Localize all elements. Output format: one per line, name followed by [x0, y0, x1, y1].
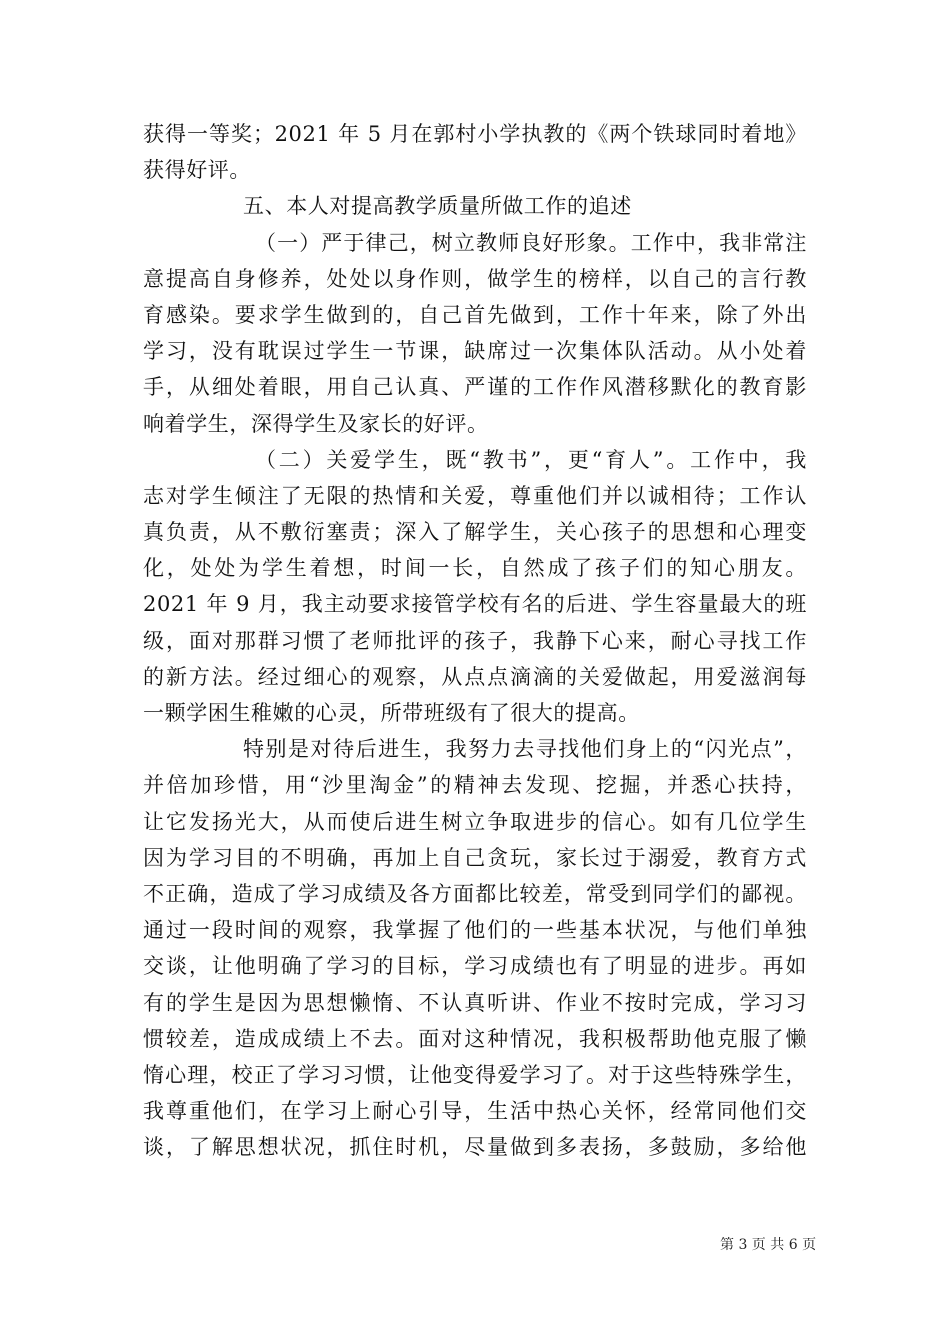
- text-line: 惯较差，造成成绩上不去。面对这种情况，我积极帮助他克服了懒: [143, 1026, 807, 1051]
- text-line: 有的学生是因为思想懒惰、不认真听讲、作业不按时完成，学习习: [143, 990, 807, 1015]
- text-line: 学习，没有耽误过学生一节课，缺席过一次集体队活动。从小处着: [143, 339, 807, 364]
- paragraph-first-line: （一）严于律己，树立教师良好形象。工作中，我非常注: [255, 230, 807, 255]
- text-line: 级，面对那群习惯了老师批评的孩子，我静下心来，耐心寻找工作: [143, 628, 807, 653]
- text-line: 不正确，造成了学习成绩及各方面都比较差，常受到同学们的鄙视。: [143, 881, 807, 906]
- text-line: 交谈，让他明确了学习的目标，学习成绩也有了明显的进步。再如: [143, 954, 807, 979]
- text-line: 2021 年 9 月，我主动要求接管学校有名的后进、学生容量最大的班: [143, 592, 807, 617]
- text-line: 因为学习目的不明确，再加上自己贪玩，家长过于溺爱，教育方式: [143, 845, 807, 870]
- section-heading: 五、本人对提高教学质量所做工作的追述: [243, 194, 632, 219]
- paragraph-first-line: 特别是对待后进生，我努力去寻找他们身上的“闪光点”，: [243, 737, 807, 762]
- text-line: 惰心理，校正了学习习惯，让他变得爱学习了。对于这些特殊学生，: [143, 1062, 807, 1087]
- document-body: [143, 116, 807, 1165]
- text-line: 响着学生，深得学生及家长的好评。: [143, 411, 489, 436]
- text-line: 的新方法。经过细心的观察，从点点滴滴的关爱做起，用爱滋润每: [143, 664, 807, 689]
- page-number: 第 3 页 共 6 页: [720, 1237, 817, 1253]
- text-line: 一颗学困生稚嫩的心灵，所带班级有了很大的提高。: [143, 701, 640, 725]
- text-line: 化，处处为学生着想，时间一长，自然成了孩子们的知心朋友。: [143, 556, 807, 581]
- text-line: 育感染。要求学生做到的，自己首先做到，工作十年来，除了外出: [143, 302, 807, 327]
- text-line: 通过一段时间的观察，我掌握了他们的一些基本状况，与他们单独: [143, 918, 807, 943]
- text-line: 谈，了解思想状况，抓住时机，尽量做到多表扬，多鼓励，多给他: [143, 1135, 807, 1160]
- text-line: 获得一等奖；2021 年 5 月在郭村小学执教的《两个铁球同时着地》: [143, 122, 807, 146]
- text-line: 让它发扬光大，从而使后进生树立争取进步的信心。如有几位学生: [143, 809, 807, 834]
- text-line: 我尊重他们，在学习上耐心引导，生活中热心关怀，经常同他们交: [143, 1099, 807, 1124]
- text-line: 意提高自身修养，处处以身作则，做学生的榜样，以自己的言行教: [143, 266, 807, 291]
- text-line: 并倍加珍惜，用“沙里淘金”的精神去发现、挖掘，并悉心扶持，: [143, 773, 807, 798]
- paragraph-first-line: （二）关爱学生，既“教书”，更“育人”。工作中，我: [255, 447, 807, 472]
- text-line: 真负责，从不敷衍塞责；深入了解学生，关心孩子的思想和心理变: [143, 520, 807, 545]
- text-line: 获得好评。: [143, 158, 251, 183]
- text-line: 志对学生倾注了无限的热情和关爱，尊重他们并以诚相待；工作认: [143, 483, 807, 508]
- text-line: 手，从细处着眼，用自己认真、严谨的工作作风潜移默化的教育影: [143, 375, 807, 400]
